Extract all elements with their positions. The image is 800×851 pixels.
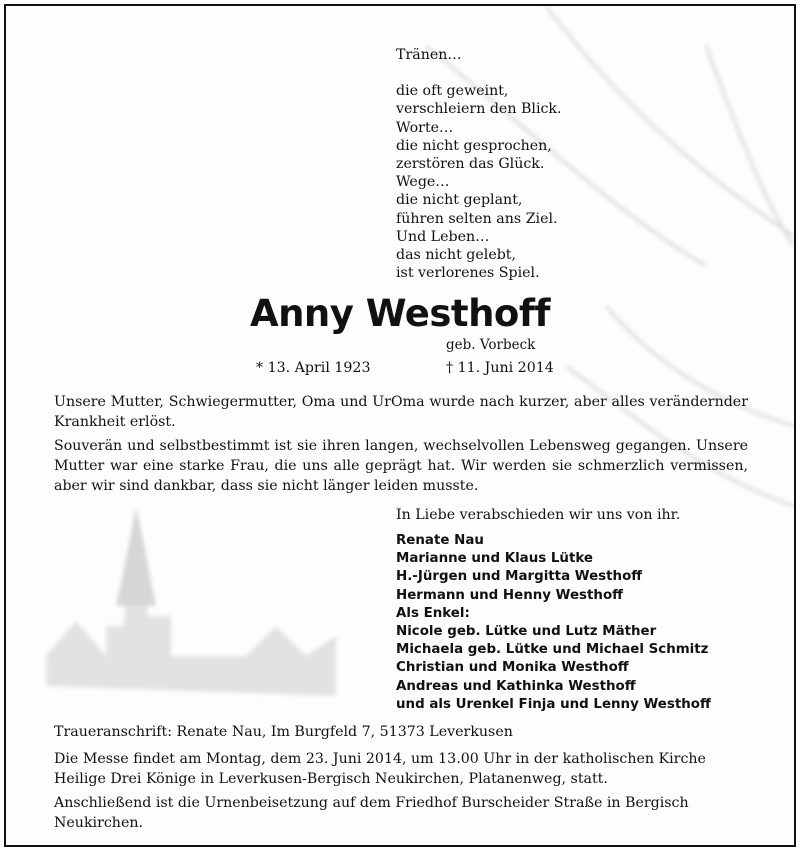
maiden-name: geb. Vorbeck <box>446 337 536 353</box>
mourner-entry: Nicole geb. Lütke und Lutz Mäther <box>396 624 657 640</box>
poem <box>396 46 562 282</box>
poem-line: die nicht gesprochen, <box>396 137 552 154</box>
mourner-entry: Renate Nau <box>396 533 484 548</box>
birth-date: * 13. April 1923 <box>256 360 371 376</box>
mourner-entry: und als Urenkel Finja und Lenny Westhoff <box>396 696 711 712</box>
poem-line: Wege… <box>396 174 450 191</box>
mourner-entry: Michaela geb. Lütke und Michael Schmitz <box>396 642 709 658</box>
notice-paragraph: Unsere Mutter, Schwiegermutter, Oma und UrOma wurde nach kurzer, aber alles verändernder Krankheit erlöst. <box>54 394 748 430</box>
poem-stanza-gap <box>396 64 562 82</box>
mourner-entry: H.-Jürgen und Margitta Westhoff <box>396 569 643 585</box>
notice-paragraph: Souverän und selbstbestimmt ist sie ihren langen, wechselvollen Lebensweg gegangen. Unsere Mutter war eine starke Frau, die uns alle geprägt hat. Wir werden sie schmerzlich vermissen, aber wir sind dankbar, dass sie nicht länger leiden musste. <box>54 438 748 494</box>
mourner-entry: Als Enkel: <box>396 605 470 621</box>
mourner-entry: Hermann und Henny Westhoff <box>396 587 623 603</box>
poem-line: Worte… <box>396 119 454 136</box>
poem-line: führen selten ans Ziel. <box>396 210 558 227</box>
poem-line: Und Leben… <box>396 228 490 245</box>
mourning-address: Traueranschrift: Renate Nau, Im Burgfeld 7, 51373 Leverkusen <box>54 724 513 740</box>
death-date: † 11. Juni 2014 <box>446 360 554 376</box>
poem-line: zerstören das Glück. <box>396 156 545 173</box>
mourner-entry: Marianne und Klaus Lütke <box>396 551 593 567</box>
mourner-entry: Andreas und Kathinka Westhoff <box>396 678 636 694</box>
poem-line: verschleiern den Blick. <box>396 101 562 118</box>
mourner-entry: Christian und Monika Westhoff <box>396 660 629 676</box>
obituary-notice <box>4 4 796 847</box>
mass-info: Die Messe findet am Montag, dem 23. Juni 2014, um 13.00 Uhr in der katholischen Kirche Heilige Drei Könige in Leverkusen-Bergisch Neukirchen, Platanenweg, statt. <box>54 751 706 787</box>
poem-line: Tränen… <box>396 47 462 63</box>
poem-line: die nicht geplant, <box>396 192 523 209</box>
mourners-list <box>396 532 711 714</box>
poem-line: das nicht gelebt, <box>396 247 517 264</box>
deceased-name: Anny Westhoff <box>249 292 551 335</box>
poem-line: die oft geweint, <box>396 83 509 100</box>
poem-line: ist verlorenes Spiel. <box>396 265 540 282</box>
farewell-line: In Liebe verabschieden wir uns von ihr. <box>396 507 681 523</box>
burial-info: Anschließend ist die Urnenbeisetzung auf dem Friedhof Burscheider Straße in Bergisch Neukirchen. <box>54 795 689 831</box>
